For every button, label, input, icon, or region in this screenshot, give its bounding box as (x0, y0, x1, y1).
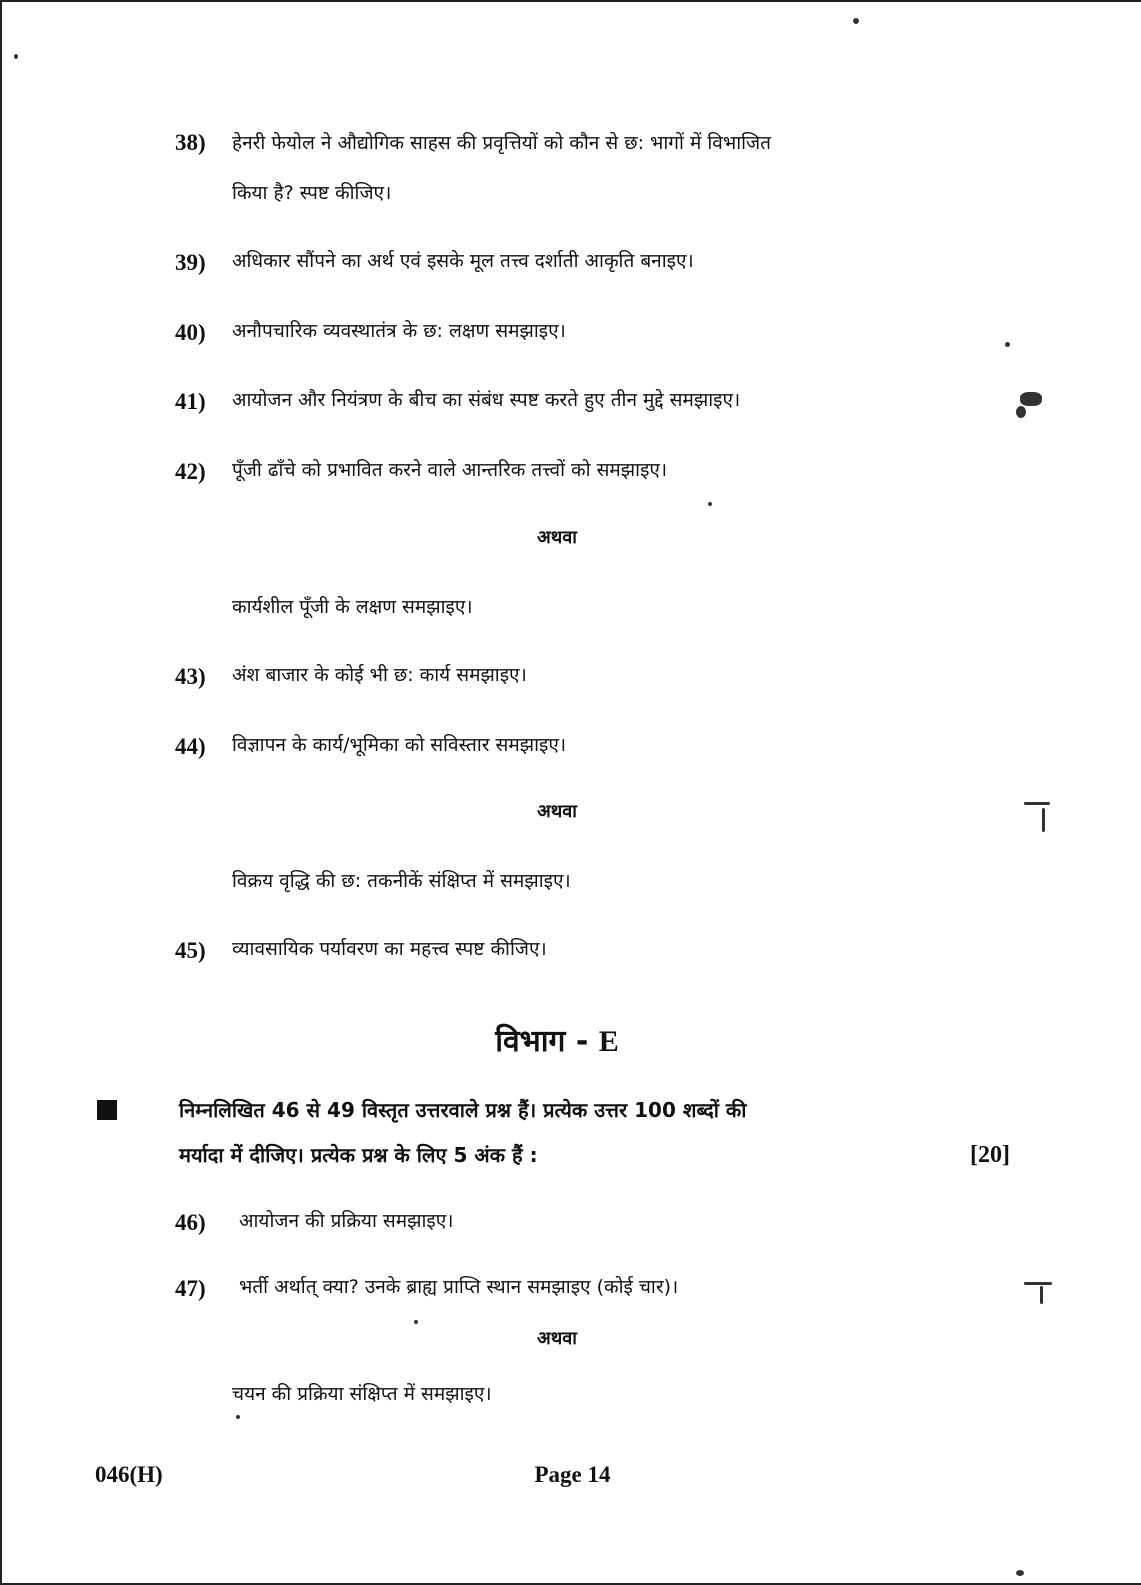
question-number: 39) (175, 250, 206, 275)
scan-speck (236, 1415, 240, 1419)
question-number: 43) (175, 664, 206, 689)
question-number: 46) (175, 1210, 206, 1235)
question-text: आयोजन और नियंत्रण के बीच का संबंध स्पष्ट करते हुए तीन मुद्दे समझाइए। (232, 389, 741, 411)
question-text: पूँजी ढाँचे को प्रभावित करने वाले आन्तरिक तत्त्वों को समझाइए। (232, 459, 668, 481)
or-label: अथवा (537, 1328, 577, 1349)
paper-code: 046(H) (95, 1462, 163, 1487)
question-number: 47) (175, 1276, 206, 1301)
ink-blot (1016, 406, 1026, 418)
scan-speck (853, 18, 859, 24)
scan-speck (708, 502, 712, 506)
question-text: व्यावसायिक पर्यावरण का महत्त्व स्पष्ट कीजिए। (232, 938, 547, 960)
alternative-question-text: चयन की प्रक्रिया संक्षिप्त में समझाइए। (232, 1383, 492, 1405)
section-title (2, 1020, 1112, 1064)
question-text: भर्ती अर्थात् क्या? उनके ब्राह्य प्राप्ति स्थान समझाइए (कोई चार)। (239, 1276, 679, 1298)
question-number: 38) (175, 130, 206, 155)
scan-speck (14, 54, 18, 59)
ink-blot (1020, 392, 1042, 406)
alternative-question-text: विक्रय वृद्धि की छ: तकनीकें संक्षिप्त में समझाइए। (232, 870, 571, 892)
question-text: विज्ञापन के कार्य/भूमिका को सविस्तार समझाइए। (232, 734, 567, 756)
question-text: आयोजन की प्रक्रिया समझाइए। (239, 1210, 454, 1232)
question-text: अनौपचारिक व्यवस्थातंत्र के छ: लक्षण समझाइए। (232, 320, 566, 342)
ink-mark (1024, 802, 1050, 805)
section-marks: [20] (970, 1142, 1010, 1168)
section-title-label: विभाग - (495, 1024, 599, 1059)
question-number: 41) (175, 389, 206, 414)
page-number: Page 14 (534, 1462, 611, 1487)
scan-speck (1016, 1570, 1024, 1576)
scan-speck (1005, 342, 1010, 347)
section-instruction: निम्नलिखित 46 से 49 विस्तृत उत्तरवाले प्रश्न हैं। प्रत्येक उत्तर 100 शब्दों की (179, 1098, 747, 1122)
question-text: हेनरी फेयोल ने औद्योगिक साहस की प्रवृत्तियों को कौन से छ: भागों में विभाजित (232, 132, 771, 154)
question-text: अंश बाजार के कोई भी छ: कार्य समझाइए। (232, 664, 527, 686)
ink-mark (1042, 808, 1045, 832)
ink-mark (1040, 1286, 1043, 1304)
question-text: अधिकार सौंपने का अर्थ एवं इसके मूल तत्त्व दर्शाती आकृति बनाइए। (232, 250, 694, 272)
section-letter: E (598, 1025, 619, 1058)
question-number: 44) (175, 734, 206, 759)
ink-mark (1024, 1282, 1052, 1285)
alternative-question-text: कार्यशील पूँजी के लक्षण समझाइए। (232, 596, 473, 618)
or-label: अथवा (537, 801, 577, 822)
question-text-continued: किया है? स्पष्ट कीजिए। (232, 182, 392, 204)
scan-speck (414, 1320, 418, 1324)
or-label: अथवा (537, 527, 577, 548)
question-number: 42) (175, 459, 206, 484)
bullet-square-icon (97, 1100, 117, 1120)
question-number: 45) (175, 938, 206, 963)
section-instruction-continued: मर्यादा में दीजिए। प्रत्येक प्रश्न के लिए 5 अंक हैं : (179, 1143, 538, 1167)
question-number: 40) (175, 320, 206, 345)
